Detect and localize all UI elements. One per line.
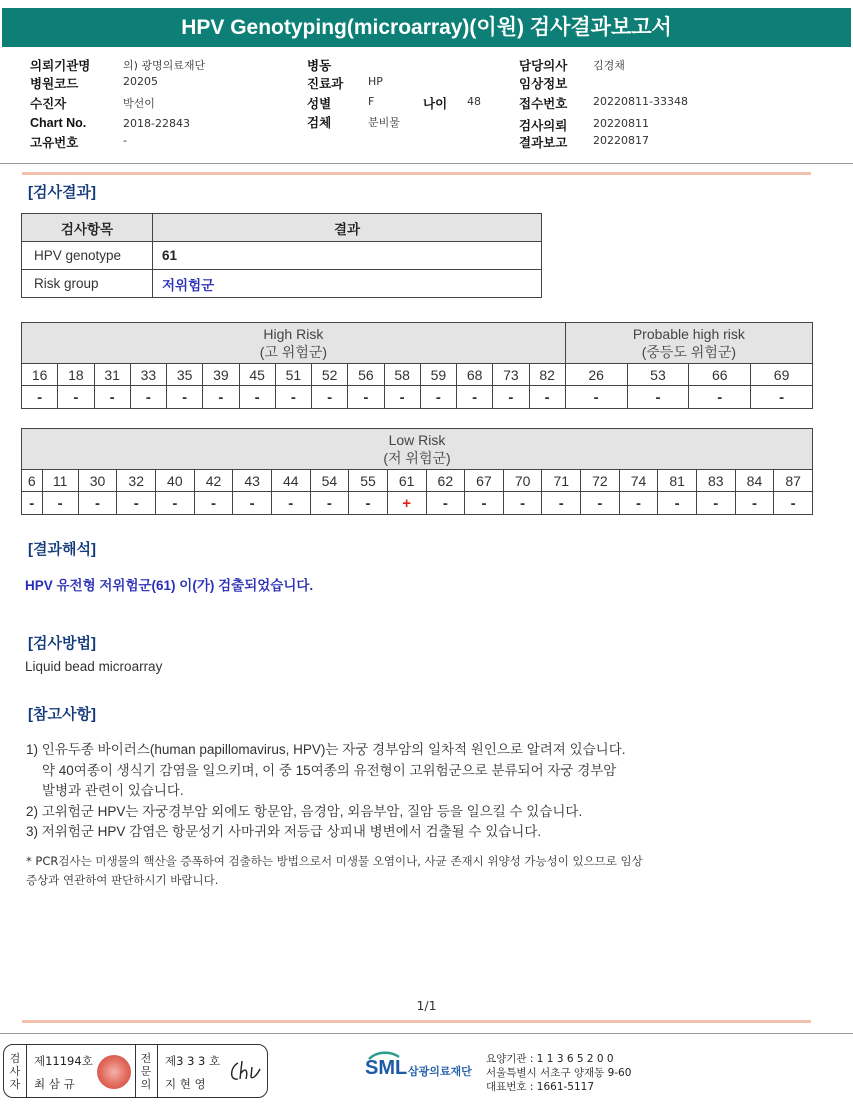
genotype-result: -	[117, 492, 156, 515]
section-results-title: [검사결과]	[28, 184, 96, 201]
genotype-number: 56	[348, 364, 384, 386]
genotype-number: 52	[312, 364, 348, 386]
genotype-result: -	[384, 386, 420, 409]
genotype-number: 40	[156, 470, 195, 492]
genotype-number: 61	[387, 470, 426, 492]
genotype-number: 58	[384, 364, 420, 386]
genotype-result: +	[387, 492, 426, 515]
genotype-number: 30	[78, 470, 117, 492]
contact-line: 서울특별시 서초구 양재동 9-60	[486, 1067, 632, 1079]
genotype-number: 43	[233, 470, 272, 492]
divider-line	[26, 1045, 27, 1097]
genotype-result: -	[22, 492, 43, 515]
genotype-number: 62	[426, 470, 465, 492]
genotype-result: -	[310, 492, 349, 515]
info-value: 의) 광명의료재단	[123, 59, 206, 72]
result-item: Risk group	[22, 270, 153, 298]
genotype-number: 6	[22, 470, 43, 492]
genotype-number: 45	[239, 364, 275, 386]
specialist-label: 전문의	[140, 1052, 152, 1091]
info-value: 20220811	[593, 117, 649, 130]
genotype-number: 70	[503, 470, 542, 492]
examiner-name: 최 삼 규	[34, 1077, 75, 1091]
info-value: -	[123, 134, 127, 147]
top-rule	[22, 172, 811, 175]
bottom-rule	[22, 1020, 811, 1023]
genotype-number: 72	[581, 470, 620, 492]
age-value: 48	[467, 95, 481, 108]
reference-notes	[26, 740, 626, 843]
result-item: HPV genotype	[22, 242, 153, 270]
genotype-result: -	[503, 492, 542, 515]
genotype-result: -	[529, 386, 565, 409]
info-label: 병원코드	[30, 77, 79, 91]
genotype-number: 53	[627, 364, 689, 386]
genotype-result: -	[735, 492, 774, 515]
note-line: 2) 고위험군 HPV는 자궁경부암 외에도 항문암, 음경암, 외음부암, 질암 등을 일으킬 수 있습니다.	[26, 803, 583, 819]
genotype-result: -	[94, 386, 130, 409]
low-risk-title: Low Risk	[388, 432, 446, 448]
genotype-number: 32	[117, 470, 156, 492]
info-value: HP	[368, 75, 383, 88]
high-risk-table	[21, 322, 813, 409]
info-label: 담당의사	[519, 59, 568, 73]
interpretation-text: HPV 유전형 저위험군(61) 이(가) 검출되었습니다.	[25, 578, 314, 593]
page-number: 1/1	[416, 998, 437, 1013]
genotype-result: -	[420, 386, 456, 409]
genotype-result: -	[689, 386, 751, 409]
genotype-result: -	[426, 492, 465, 515]
probable-risk-title: Probable high risk	[632, 326, 745, 342]
genotype-result: -	[239, 386, 275, 409]
divider-line	[157, 1045, 158, 1097]
genotype-result: -	[156, 492, 195, 515]
info-value: 20220811-33348	[593, 95, 688, 108]
info-label: 검체	[307, 116, 332, 130]
result-value: 61	[153, 242, 542, 270]
footnote-line: * PCR검사는 미생물의 핵산을 증폭하여 검출하는 방법으로서 미생물 오염이나, 사균 존재시 위양성 가능성이 있으므로 임상	[26, 854, 643, 868]
genotype-number: 54	[310, 470, 349, 492]
col-header-result: 결과	[153, 214, 542, 242]
low-risk-table	[21, 428, 813, 515]
seal-stamp-icon	[97, 1055, 131, 1089]
genotype-result: -	[167, 386, 203, 409]
section-interpretation-title: [결과해석]	[28, 541, 96, 558]
specialist-name: 지 현 영	[165, 1077, 206, 1091]
genotype-result: -	[42, 492, 78, 515]
info-label: 진료과	[307, 77, 344, 91]
genotype-result: -	[194, 492, 233, 515]
org-contact	[486, 1052, 631, 1094]
genotype-result: -	[774, 492, 813, 515]
examiner-number: 제11194호	[34, 1054, 93, 1068]
genotype-number: 81	[658, 470, 697, 492]
genotype-result: -	[751, 386, 813, 409]
genotype-number: 68	[457, 364, 493, 386]
genotype-number: 66	[689, 364, 751, 386]
genotype-number: 35	[167, 364, 203, 386]
genotype-number: 59	[420, 364, 456, 386]
signature-box	[3, 1044, 268, 1098]
genotype-result: -	[457, 386, 493, 409]
genotype-number: 51	[275, 364, 311, 386]
note-line: 발병과 관련이 있습니다.	[42, 783, 184, 798]
high-risk-subtitle: (고 위험군)	[259, 344, 328, 360]
genotype-number: 84	[735, 470, 774, 492]
contact-line: 대표번호 : 1661-5117	[486, 1081, 595, 1093]
info-label: 수진자	[30, 97, 67, 111]
genotype-result: -	[22, 386, 58, 409]
genotype-number: 83	[696, 470, 735, 492]
header-divider	[0, 163, 853, 164]
genotype-number: 87	[774, 470, 813, 492]
genotype-result: -	[619, 492, 658, 515]
contact-line: 요양기관 : 1 1 3 6 5 2 0 0	[486, 1053, 614, 1065]
probable-risk-subtitle: (중등도 위험군)	[641, 344, 737, 360]
section-references-title: [참고사항]	[28, 706, 96, 723]
genotype-number: 39	[203, 364, 239, 386]
footnote-line: 증상과 연관하여 판단하시기 바랍니다.	[26, 873, 219, 887]
col-header-item: 검사항목	[22, 214, 153, 242]
high-risk-title: High Risk	[263, 326, 324, 342]
genotype-result: -	[233, 492, 272, 515]
genotype-result: -	[696, 492, 735, 515]
genotype-number: 31	[94, 364, 130, 386]
note-line: 1) 인유두종 바이러스(human papillomavirus, HPV)는 자궁 경부암의 일차적 원인으로 알려져 있습니다.	[26, 742, 626, 757]
genotype-result: -	[658, 492, 697, 515]
method-text: Liquid bead microarray	[25, 659, 163, 674]
table-row	[22, 242, 542, 270]
info-value: 김경채	[593, 59, 625, 72]
genotype-number: 18	[58, 364, 94, 386]
genotype-number: 69	[751, 364, 813, 386]
footer-divider	[0, 1033, 853, 1034]
results-table	[21, 213, 542, 298]
genotype-number: 26	[565, 364, 627, 386]
age-label: 나이	[423, 97, 448, 111]
info-value: 분비물	[368, 116, 400, 129]
info-label: 임상정보	[519, 77, 568, 91]
examiner-label: 검사자	[9, 1052, 21, 1091]
patient-info	[0, 56, 853, 156]
genotype-result: -	[130, 386, 166, 409]
info-label: 결과보고	[519, 136, 568, 150]
genotype-number: 33	[130, 364, 166, 386]
genotype-result: -	[581, 492, 620, 515]
genotype-result: -	[58, 386, 94, 409]
divider-line	[135, 1045, 136, 1097]
genotype-number: 44	[271, 470, 310, 492]
genotype-result: -	[348, 386, 384, 409]
genotype-number: 67	[465, 470, 504, 492]
table-row	[22, 270, 542, 298]
genotype-result: -	[275, 386, 311, 409]
note-line: 3) 저위험군 HPV 감염은 항문성기 사마귀와 저등급 상피내 병변에서 검출될 수 있습니다.	[26, 824, 542, 839]
info-label: 접수번호	[519, 97, 568, 111]
genotype-result: -	[493, 386, 529, 409]
info-label: 고유번호	[30, 136, 79, 150]
genotype-result: -	[312, 386, 348, 409]
info-label: 성별	[307, 97, 332, 111]
pcr-footnote	[26, 852, 643, 890]
genotype-number: 55	[349, 470, 388, 492]
report-title: HPV Genotyping(microarray)(이원) 검사결과보고서	[2, 8, 851, 47]
section-method-title: [검사방법]	[28, 635, 96, 652]
genotype-result: -	[465, 492, 504, 515]
genotype-number: 71	[542, 470, 581, 492]
genotype-number: 16	[22, 364, 58, 386]
genotype-number: 82	[529, 364, 565, 386]
genotype-number: 11	[42, 470, 78, 492]
logo-text: SML	[365, 1057, 408, 1079]
genotype-result: -	[203, 386, 239, 409]
high-risk-header	[22, 323, 566, 364]
info-value: 20220817	[593, 134, 649, 147]
info-label: 검사의뢰	[519, 119, 568, 133]
info-value: 박선이	[123, 97, 155, 110]
genotype-result: -	[565, 386, 627, 409]
result-value: 저위험군	[153, 270, 542, 298]
genotype-number: 74	[619, 470, 658, 492]
low-risk-header	[22, 429, 813, 470]
genotype-number: 73	[493, 364, 529, 386]
genotype-result: -	[349, 492, 388, 515]
info-value: F	[368, 95, 375, 108]
genotype-number: 42	[194, 470, 233, 492]
signature-icon	[226, 1057, 264, 1087]
info-label: 의뢰기관명	[30, 59, 91, 73]
probable-risk-header	[565, 323, 812, 364]
genotype-result: -	[627, 386, 689, 409]
genotype-result: -	[78, 492, 117, 515]
genotype-result: -	[542, 492, 581, 515]
info-value: 20205	[123, 75, 158, 88]
org-name: 삼광의료재단	[408, 1065, 472, 1078]
low-risk-subtitle: (저 위험군)	[383, 450, 451, 466]
info-label: Chart No.	[30, 116, 87, 130]
genotype-result: -	[271, 492, 310, 515]
info-value: 2018-22843	[123, 117, 190, 130]
specialist-number: 제3 3 3 호	[165, 1054, 221, 1068]
note-line: 약 40여종이 생식기 감염을 일으키며, 이 중 15여종의 유전형이 고위험군으로 분류되어 자궁 경부암	[42, 762, 617, 778]
info-label: 병동	[307, 59, 332, 73]
